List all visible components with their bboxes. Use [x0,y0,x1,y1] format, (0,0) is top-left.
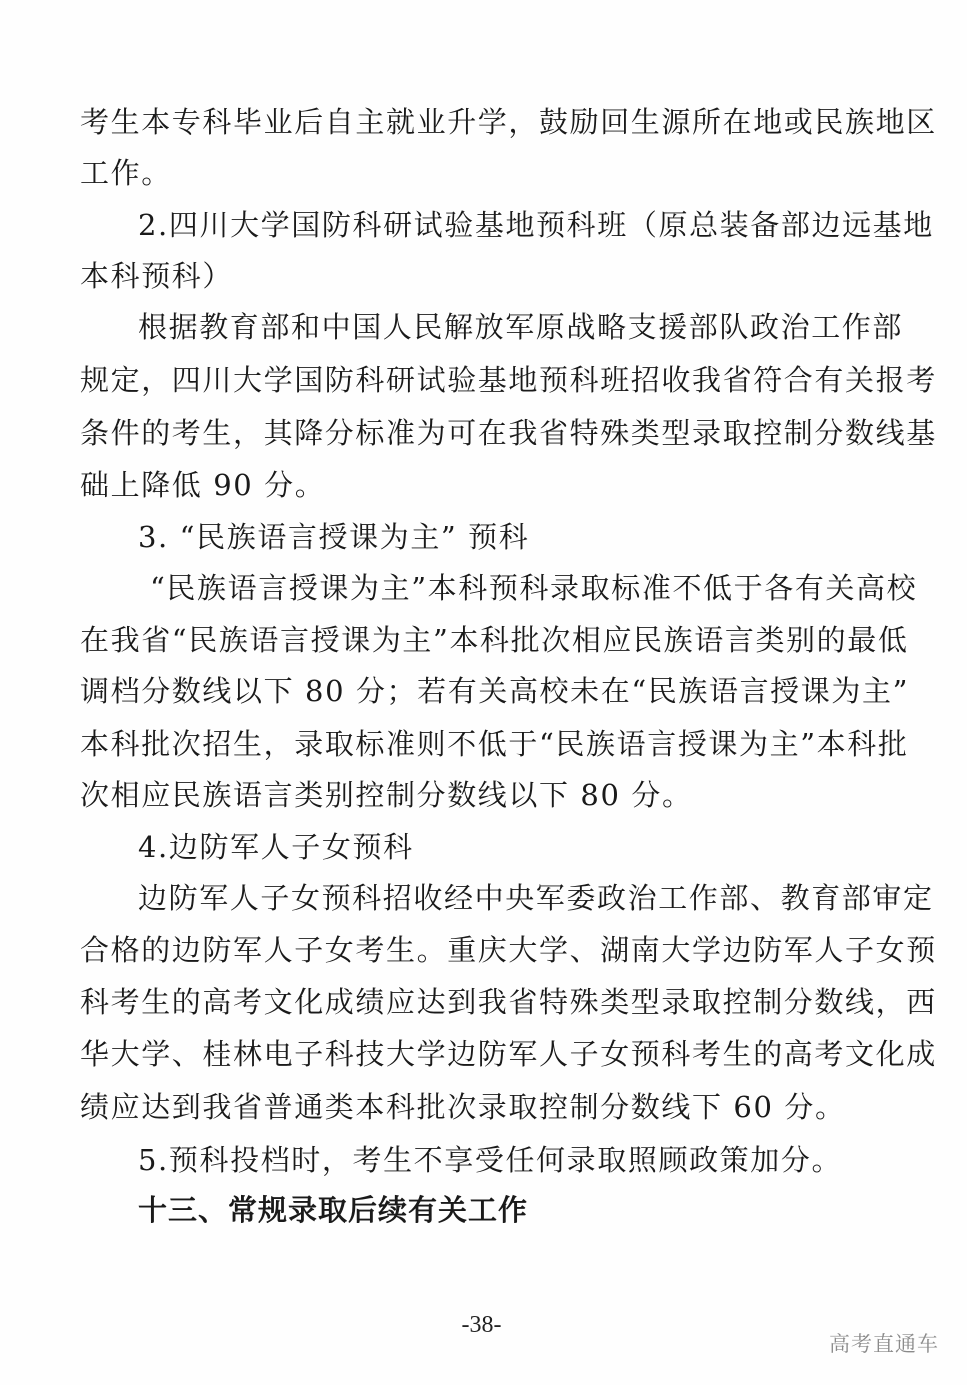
paragraph-line: 工作。 [80,156,172,190]
subsection-title-2: 2.四川大学国防科研试验基地预科班（原总装备部边远基地 [138,208,934,242]
subsection-title-2-cont: 本科预科） [80,259,234,293]
paragraph-line: 规定，四川大学国防科研试验基地预科班招收我省符合有关报考 [80,363,937,397]
paragraph-line: 合格的边防军人子女考生。重庆大学、湖南大学边防军人子女预 [80,933,937,967]
subsection-item-5: 5.预科投档时，考生不享受任何录取照顾政策加分。 [138,1143,843,1177]
paragraph-line: 科考生的高考文化成绩应达到我省特殊类型录取控制分数线，西 [80,985,937,1019]
paragraph-line: 础上降低 90 分。 [80,468,326,502]
paragraph-line: 调档分数线以下 80 分；若有关高校未在“民族语言授课为主” [80,674,909,708]
paragraph-line: 边防军人子女预科招收经中央军委政治工作部、教育部审定 [138,881,934,915]
paragraph-line: 在我省“民族语言授课为主”本科批次相应民族语言类别的最低 [80,623,909,657]
paragraph-line: 条件的考生，其降分标准为可在我省特殊类型录取控制分数线基 [80,416,937,450]
paragraph-line: 本科批次招生，录取标准则不低于“民族语言授课为主”本科批 [80,727,909,761]
paragraph-line: 绩应达到我省普通类本科批次录取控制分数线下 60 分。 [80,1090,846,1124]
watermark: 高考直通车 [829,1332,939,1356]
section-heading: 十三、常规录取后续有关工作 [138,1193,529,1227]
paragraph-line: 考生本专科毕业后自主就业升学，鼓励回生源所在地或民族地区 [80,105,937,139]
subsection-title-3: 3. “民族语言授课为主” 预科 [138,520,530,554]
paragraph-line: 次相应民族语言类别控制分数线以下 80 分。 [80,778,693,812]
page-number [0,1312,967,1339]
subsection-title-4: 4.边防军人子女预科 [138,830,414,864]
paragraph-line: 华大学、桂林电子科技大学边防军人子女预科考生的高考文化成 [80,1037,937,1071]
paragraph-line: “民族语言授课为主”本科预科录取标准不低于各有关高校 [150,571,918,605]
paragraph-line: 根据教育部和中国人民解放军原战略支援部队政治工作部 [138,310,904,344]
page-number-text: -38- [461,1312,502,1338]
